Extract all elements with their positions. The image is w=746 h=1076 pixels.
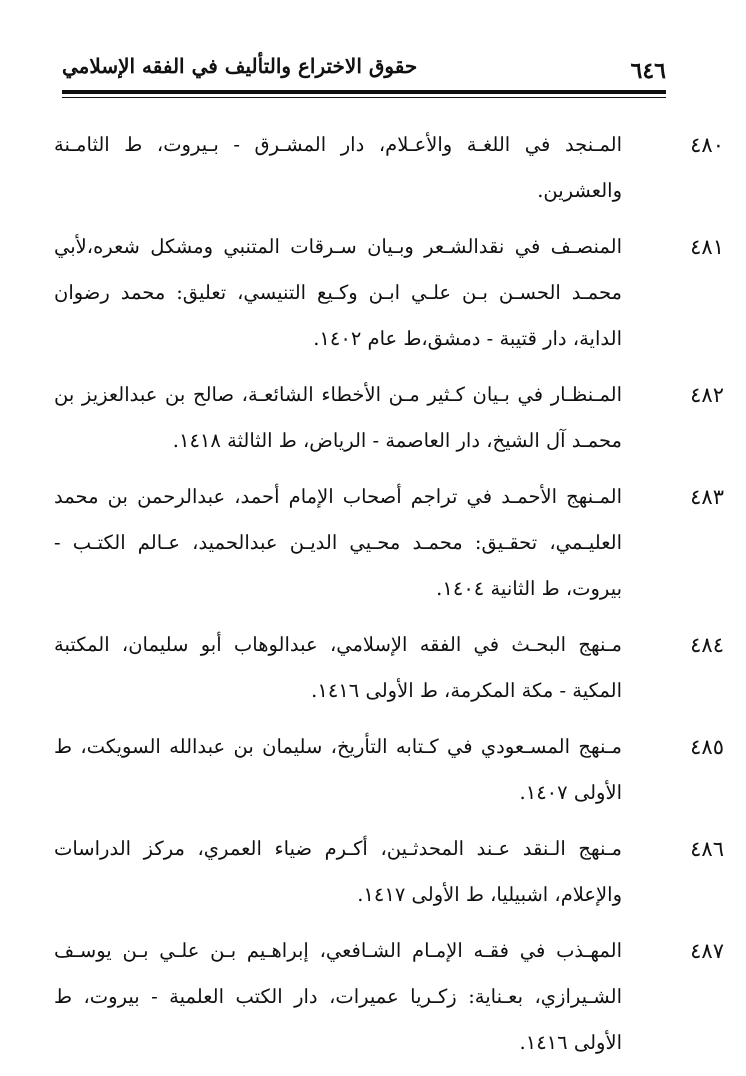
entry-text: المـنهج الأحمـد في تراجم أصحاب الإمام أحمد، عبدالرحمن بن محمد العليـمي، تحقـيق: محمـد محـيي الديـن عبدالحميد، عـالم الكتـب - بيروت، ط الثانية ١٤٠٤.: [54, 485, 622, 600]
entry-text: المنصـف في نقدالشـعر وبـيان سـرقات المتنبي ومشكل شعره،لأبي محمـد الحسـن بـن علـي ابـن وكـيع التنيسي، تعليق: محمد رضوان الداية، دار قتيبة - دمشق،ط عام ١٤٠٢.: [54, 235, 622, 350]
running-title: حقوق الاختراع والتأليف في الفقه الإسلامي: [62, 54, 418, 78]
bibliography-entry: [54, 724, 724, 816]
entry-text: المـنجد في اللغـة والأعـلام، دار المشـرق - بـيروت، ط الثامـنة والعشرين.: [54, 133, 622, 202]
bibliography-entry: [54, 122, 724, 214]
header-rule-thick: [62, 90, 666, 94]
header-rule-thin: [62, 97, 666, 98]
bibliography-entry: [54, 928, 724, 1066]
entry-text: المهـذب في فقـه الإمـام الشـافعي، إبراهـيم بـن علـي بـن يوسـف الشـيرازي، بعـناية: زكـريا عميرات، دار الكتب العلمية - بيروت، ط الأولى ١٤١٦.: [54, 939, 622, 1054]
bibliography-list: [0, 122, 746, 1076]
entry-number: ٤٨١: [690, 235, 724, 259]
entry-number: ٤٨٢: [690, 383, 724, 407]
bibliography-entry: [54, 224, 724, 362]
bibliography-entry: [54, 826, 724, 918]
entry-text: المـنظـار في بـيان كـثير مـن الأخطاء الشائعـة، صالح بن عبدالعزيز بن محمـد آل الشيخ، دار العاصمة - الرياض، ط الثالثة ١٤١٨.: [54, 383, 622, 452]
entry-number: ٤٨٠: [690, 133, 724, 157]
entry-number: ٤٨٥: [690, 735, 724, 759]
entry-number: ٤٨٧: [690, 939, 724, 963]
page-number: ٦٤٦: [630, 58, 666, 84]
entry-number: ٤٨٣: [690, 485, 724, 509]
entry-text: مـنهج الـنقد عـند المحدثـين، أكـرم ضياء العمري، مركز الدراسات والإعلام، اشبيليا، ط الأولى ١٤١٧.: [54, 837, 622, 906]
bibliography-entry: [54, 622, 724, 714]
entry-number: ٤٨٤: [690, 633, 724, 657]
entry-text: مـنهج البحـث في الفقه الإسلامي، عبدالوهاب أبو سليمان، المكتبة المكية - مكة المكرمة، ط الأولى ١٤١٦.: [54, 633, 622, 702]
page-header: [62, 48, 666, 84]
bibliography-entry: [54, 372, 724, 464]
entry-number: ٤٨٦: [690, 837, 724, 861]
entry-text: مـنهج المسـعودي في كـتابه التأريخ، سليمان بن عبدالله السويكت، ط الأولى ١٤٠٧.: [54, 735, 622, 804]
bibliography-entry: [54, 474, 724, 612]
